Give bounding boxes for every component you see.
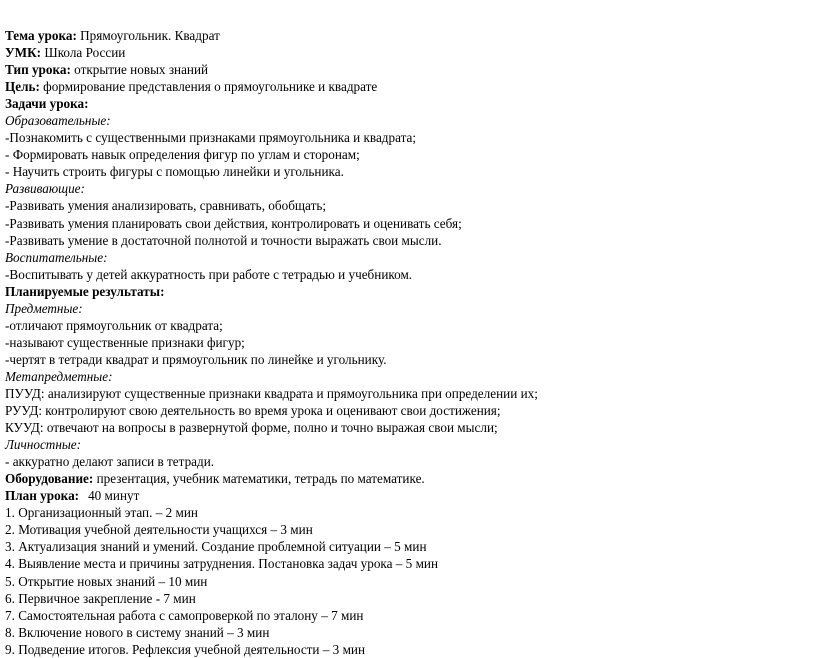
upbringing-heading: Воспитательные:: [5, 249, 108, 265]
list-item: - Формировать навык определения фигур по углам и сторонам;: [5, 147, 360, 163]
goal-label: Цель:: [5, 79, 40, 95]
list-item: -Развивать умения планировать свои действия, контролировать и оценивать себя;: [5, 215, 462, 231]
list-item: -чертят в тетради квадрат и прямоугольник по линейке и угольнику.: [5, 351, 387, 367]
list-item: ПУУД: анализируют существенные признаки квадрата и прямоугольника при определении их;: [5, 385, 538, 401]
personal-heading: Личностные:: [5, 437, 82, 453]
umk-line: [0, 44, 816, 61]
lesson-plan-document: [0, 27, 816, 658]
equipment-value: презентация, учебник математики, тетрадь по математике.: [93, 471, 425, 487]
metasubject-heading: Метапредметные:: [5, 368, 113, 384]
topic-label: Тема урока:: [5, 28, 77, 43]
umk-value: Школа России: [41, 45, 126, 61]
tasks-heading: Задачи урока:: [5, 96, 89, 112]
plan-duration: 40 минут: [88, 488, 140, 504]
plan-item: 1. Организационный этап. – 2 мин: [5, 505, 198, 521]
umk-label: УМК:: [5, 45, 42, 61]
topic-value: Прямоугольник. Квадрат: [76, 28, 220, 43]
list-item: -Познакомить с существенными признаками прямоугольника и квадрата;: [5, 130, 417, 146]
plan-label: План урока:: [5, 488, 80, 504]
list-item: -Воспитывать у детей аккуратность при работе с тетрадью и учебником.: [5, 266, 413, 282]
plan-line: [0, 487, 816, 504]
educational-heading: Образовательные:: [5, 113, 111, 129]
list-item: КУУД: отвечают на вопросы в развернутой форме, полно и точно выражая свои мысли;: [5, 420, 498, 436]
equipment-label: Оборудование:: [5, 471, 94, 487]
plan-item: 4. Выявление места и причины затруднения. Постановка задач урока – 5 мин: [5, 556, 439, 572]
plan-item: 7. Самостоятельная работа с самопроверкой по эталону – 7 мин: [5, 607, 364, 623]
plan-item: 3. Актуализация знаний и умений. Создание проблемной ситуации – 5 мин: [5, 539, 427, 555]
plan-item: 8. Включение нового в систему знаний – 3 мин: [5, 624, 270, 640]
list-item: РУУД: контролируют свою деятельность во время урока и оценивают свои достижения;: [5, 403, 501, 419]
list-item: -отличают прямоугольник от квадрата;: [5, 317, 223, 333]
list-item: -Развивать умение в достаточной полнотой и точности выражать свои мысли.: [5, 232, 442, 248]
topic-line: [0, 27, 816, 44]
results-heading: Планируемые результаты:: [5, 283, 165, 299]
subject-heading: Предметные:: [5, 300, 83, 316]
list-item: -Развивать умения анализировать, сравнивать, обобщать;: [5, 198, 327, 214]
lesson-type-label: Тип урока:: [5, 62, 71, 78]
goal-line: [0, 78, 816, 95]
plan-item: 5. Открытие новых знаний – 10 мин: [5, 573, 208, 589]
lesson-type-value: открытие новых знаний: [70, 62, 209, 78]
plan-item: 6. Первичное закрепление - 7 мин: [5, 590, 196, 606]
list-item: -называют существенные признаки фигур;: [5, 334, 245, 350]
plan-item: 2. Мотивация учебной деятельности учащихся – 3 мин: [5, 522, 313, 538]
list-item: - аккуратно делают записи в тетради.: [5, 454, 215, 470]
equipment-line: [0, 470, 816, 487]
list-item: - Научить строить фигуры с помощью линейки и угольника.: [5, 164, 344, 180]
developing-heading: Развивающие:: [5, 181, 85, 197]
goal-value: формирование представления о прямоугольнике и квадрате: [39, 79, 378, 95]
lesson-type-line: [0, 61, 816, 78]
plan-item: 9. Подведение итогов. Рефлексия учебной деятельности – 3 мин: [5, 641, 366, 657]
